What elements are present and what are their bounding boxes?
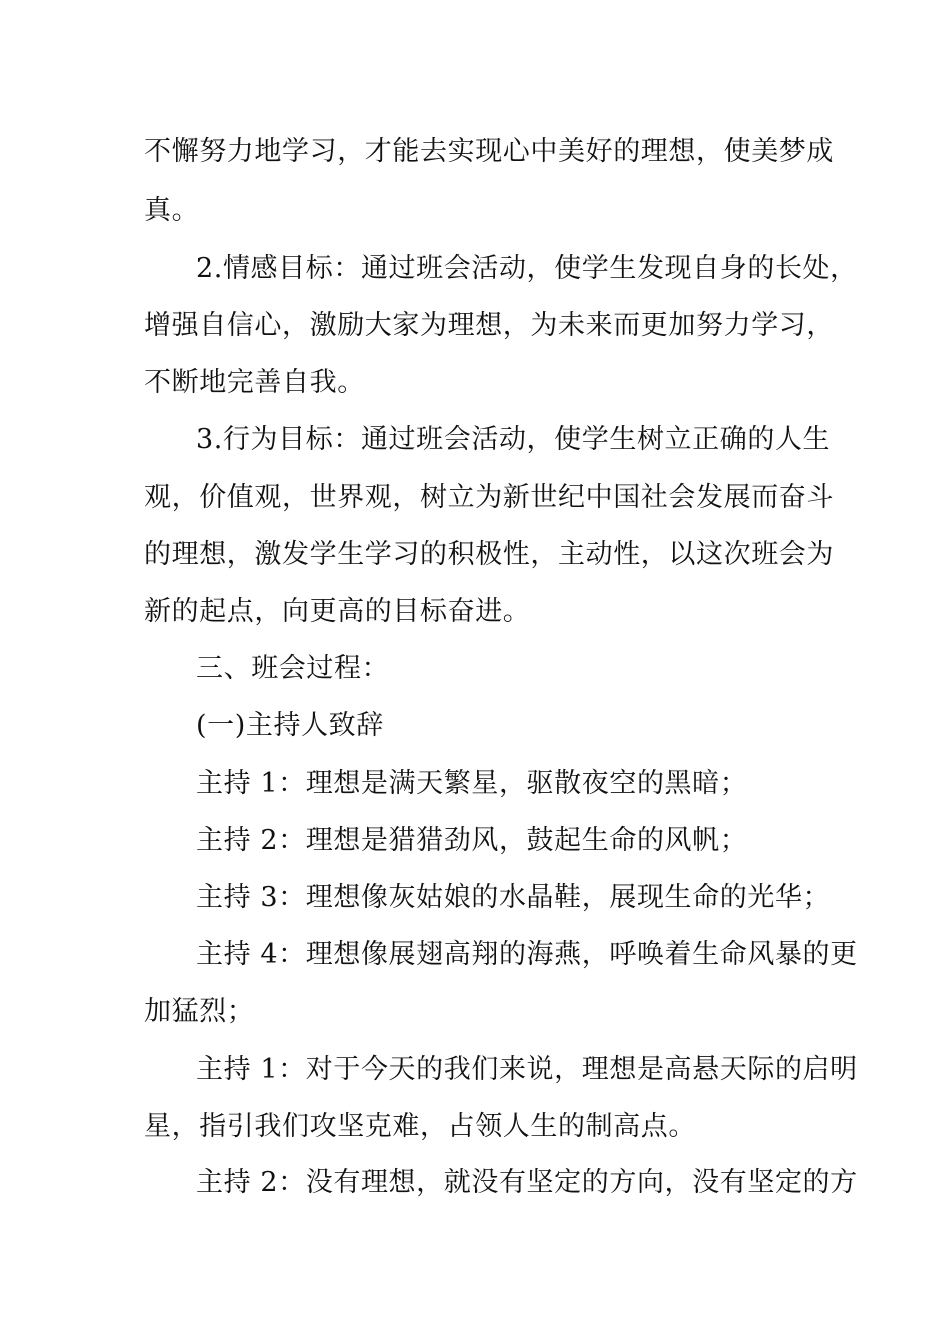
text-line-19: 主持 2：没有理想，就没有坚定的方向，没有坚定的方 bbox=[196, 1167, 858, 1198]
section-heading: 三、班会过程： bbox=[196, 653, 390, 684]
text-line-7: 观，价值观，世界观，树立为新世纪中国社会发展而奋斗 bbox=[144, 482, 834, 513]
text-line-8: 的理想，激发学生学习的积极性，主动性，以这次班会为 bbox=[144, 539, 834, 570]
text-line-4: 增强自信心，激励大家为理想，为未来而更加努力学习， bbox=[144, 310, 834, 341]
text-line-1: 不懈努力地学习，才能去实现心中美好的理想，使美梦成 bbox=[144, 136, 834, 167]
text-line-18: 星，指引我们攻坚克难，占领人生的制高点。 bbox=[144, 1111, 696, 1142]
text-line-2: 真。 bbox=[144, 195, 200, 226]
text-line-14: 主持 3：理想像灰姑娘的水晶鞋，展现生命的光华； bbox=[196, 882, 831, 913]
text-line-3: 2.情感目标：通过班会活动，使学生发现自身的长处， bbox=[196, 253, 858, 284]
text-line-6: 3.行为目标：通过班会活动，使学生树立正确的人生 bbox=[196, 424, 831, 455]
text-line-12: 主持 1：理想是满天繁星，驱散夜空的黑暗； bbox=[196, 768, 748, 799]
text-line-13: 主持 2：理想是猎猎劲风，鼓起生命的风帆； bbox=[196, 825, 748, 856]
text-line-5: 不断地完善自我。 bbox=[144, 367, 365, 398]
text-line-16: 加猛烈； bbox=[144, 996, 255, 1027]
subsection-heading: (一)主持人致辞 bbox=[196, 710, 384, 741]
text-line-15: 主持 4：理想像展翅高翔的海燕，呼唤着生命风暴的更 bbox=[196, 939, 858, 970]
text-line-9: 新的起点，向更高的目标奋进。 bbox=[144, 596, 531, 627]
text-line-17: 主持 1：对于今天的我们来说，理想是高悬天际的启明 bbox=[196, 1054, 858, 1085]
